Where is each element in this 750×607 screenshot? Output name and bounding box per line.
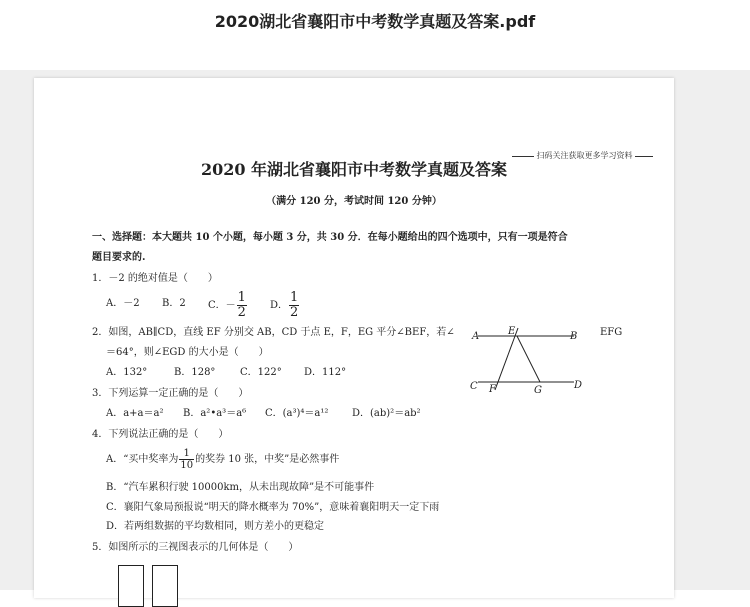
q2-option-c: C．122° <box>240 367 282 378</box>
q4-stem: 4．下列说法正确的是（ ） <box>92 429 229 440</box>
label-d: D <box>574 380 583 391</box>
banner-rule-right <box>635 156 653 157</box>
q4-option-a-fraction <box>179 448 194 471</box>
q4-option-d: D．若两组数据的平均数相同，则方差小的更稳定 <box>106 521 325 532</box>
q1-option-b: B．2 <box>162 298 186 309</box>
q3-option-d: D．(ab)²＝ab² <box>352 408 421 419</box>
section-heading-line2: 题目要求的. <box>92 252 146 263</box>
q4-option-a-pre: A．“买中奖率为 <box>106 454 179 465</box>
banner-text: 扫码关注获取更多学习资料 <box>536 151 633 160</box>
q1-option-d-fraction <box>289 291 299 320</box>
q4-a-denominator: 10 <box>180 460 194 471</box>
label-g: G <box>534 385 542 396</box>
q3-option-c: C．(a³)⁴＝a¹² <box>265 408 329 419</box>
q4-option-a-post: 的奖券 10 张，中奖”是必然事件 <box>195 454 340 465</box>
q1-stem: 1．－2 的绝对值是（ ） <box>92 273 218 284</box>
label-a: A <box>472 331 480 342</box>
q2-stem-line1: 2．如图，AB∥CD，直线 EF 分别交 AB，CD 于点 E，F，EG 平分∠BEF，若∠ <box>92 327 455 338</box>
file-title: 2020湖北省襄阳市中考数学真题及答案.pdf <box>214 12 536 31</box>
section-heading-line1: 一、选择题：本大题共 10 个小题，每小题 3 分，共 30 分．在每小题给出的四个选项中，只有一项是符合 <box>92 232 568 243</box>
q3-option-a: A．a+a＝a² <box>106 408 164 419</box>
viewer-header <box>0 0 750 70</box>
label-b: B <box>570 331 578 342</box>
q4-option-a <box>106 448 339 472</box>
q1-c-numerator: 1 <box>237 290 246 305</box>
q1-option-c-fraction <box>237 291 247 320</box>
document-subtitle: （满分 120 分，考试时间 120 分钟） <box>266 196 442 207</box>
q2-option-a: A．132° <box>106 367 148 378</box>
q4-option-b: B．“汽车累积行驶 10000km，从未出现故障”是不可能事件 <box>106 482 375 493</box>
q2-stem-line2: ＝64°，则∠EGD 的大小是（ ） <box>106 347 269 358</box>
line-ef <box>495 328 518 390</box>
document-title: 2020 年湖北省襄阳市中考数学真题及答案 <box>200 160 508 179</box>
q5-stem: 5．如图所示的三视图表示的几何体是（ ） <box>92 542 299 553</box>
q2-geometry-figure <box>470 326 590 396</box>
q3-option-b: B．a²•a³＝a⁶ <box>183 408 247 419</box>
q1-option-d <box>270 291 300 320</box>
q2-stem-trail: EFG <box>600 327 623 338</box>
q1-d-denominator: 2 <box>290 305 299 320</box>
q2-option-d: D．112° <box>304 367 347 378</box>
label-c: C <box>470 381 478 392</box>
q1-option-c-prefix: C．－ <box>208 300 236 311</box>
q1-c-denominator: 2 <box>237 305 246 320</box>
q1-d-numerator: 1 <box>290 290 299 305</box>
q4-option-c: C．襄阳气象局预报说“明天的降水概率为 70%”，意味着襄阳明天一定下雨 <box>106 502 440 513</box>
q5-side-view-box <box>152 565 178 607</box>
banner-rule-left <box>512 156 534 157</box>
q1-option-a: A．－2 <box>106 298 140 309</box>
q1-option-d-prefix: D． <box>270 300 289 311</box>
q1-option-c <box>208 291 248 320</box>
label-f: F <box>489 384 496 395</box>
label-e: E <box>508 326 516 337</box>
pdf-page[interactable] <box>34 78 674 598</box>
q3-stem: 3．下列运算一定正确的是（ ） <box>92 388 249 399</box>
q2-option-b: B．128° <box>174 367 216 378</box>
line-eg <box>517 336 540 382</box>
q5-front-view-box <box>118 565 144 607</box>
q4-a-numerator: 1 <box>179 448 194 460</box>
